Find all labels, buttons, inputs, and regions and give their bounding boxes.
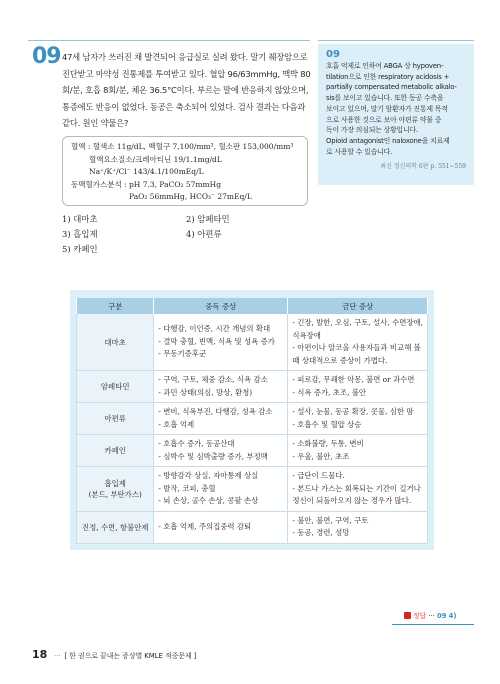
question-number: 09 (32, 44, 61, 69)
explanation-line: sis를 보이고 있습니다. 또한 동공 수축을 (326, 94, 444, 103)
table-row (77, 371, 428, 403)
lab-line: Na⁺/K⁺/Cl⁻ 143/4.1/100mEq/L (89, 167, 204, 177)
answer-value: 4) (448, 612, 457, 620)
lab-line: 동맥혈가스분석 : pH 7.3, PaCO₂ 57mmHg (71, 179, 221, 189)
header-withdrawal: 금단 증상 (288, 298, 428, 314)
table-header-row (77, 298, 428, 314)
explanation-line: 으로 사용한 것으로 보아 아편류 약물 중 (326, 115, 442, 124)
explanation-line: partially compensated metabolic alkalo- (326, 83, 457, 92)
answer-choices (62, 212, 312, 257)
row-withdrawal: - 급단이 드물다. - 본드나 가스는 회복되는 기간이 길거나 정신이 되돌아오지 않는 경우가 많다. (288, 467, 428, 512)
explanation-number: 09 (326, 49, 340, 60)
stem-line: 통증에도 반응이 없었다. 동공은 축소되어 있었다. 검사 결과는 다음과 (62, 101, 306, 112)
table-row (77, 467, 428, 512)
row-category: 대마초 (77, 314, 154, 371)
lab-line: PaO₂ 56mmHg, HCO₃⁻ 27mEq/L (129, 192, 252, 202)
stem-line: 진단받고 마약성 진통제를 투여받고 있다. 혈압 96/63mmHg, 맥박 80 (62, 68, 311, 79)
footer-title (54, 651, 196, 661)
header-category: 구분 (77, 298, 154, 314)
explanation-line: tilation으로 인한 respiratory acidosis + (326, 72, 450, 81)
explanation-line: 보이고 있으며, 말기 암환자가 진통제 목적 (326, 104, 448, 113)
row-withdrawal: - 피로감, 무쾌한 악몽, 불면 or 과수면 - 식욕 증가, 초조, 불안 (288, 371, 428, 403)
answer-label: 정답 (413, 612, 427, 620)
lab-results-box (62, 136, 308, 206)
row-withdrawal: - 설사, 눈물, 동공 확장, 콧물, 심한 땀 - 호흡수 및 혈압 상승 (288, 403, 428, 435)
top-divider-left (28, 40, 310, 41)
choice-item[interactable]: 1) 대마초 (62, 214, 98, 224)
table-row (77, 403, 428, 435)
choice-item[interactable]: 5) 카페인 (62, 244, 98, 254)
stem-line: 47세 남자가 쓰러진 채 발견되어 응급실로 실려 왔다. 말기 췌장암으로 (62, 52, 308, 62)
explanation-line: 독이 가장 의심되는 상황입니다. (326, 126, 418, 135)
row-intoxication: - 호흡 억제, 주의집중력 감퇴 (154, 511, 288, 543)
lab-line: 혈액 : 혈색소 11g/dL, 백혈구 7,100/mm³, 혈소판 153,000/mm³ (71, 142, 294, 151)
row-withdrawal: - 긴장, 발한, 오심, 구토, 설사, 수면장애, 식욕장애 - 아편이나 알코올 사용자들과 비교해 볼 때 상대적으로 증상이 가볍다. (288, 314, 428, 371)
stem-line: 회/분, 호흡 8회/분, 체온 36.5°C이다. 부르는 말에 반응하지 않았으며, (62, 85, 309, 96)
choice-item[interactable]: 4) 아편류 (186, 229, 222, 239)
answer-question-number: 09 (436, 612, 447, 620)
explanation-text (326, 61, 466, 157)
stem-line: 같다. 원인 약물은? (62, 118, 129, 129)
table-row (77, 314, 428, 371)
book-title: [ 한 권으로 끝내는 증상별 KMLE 적중문제 ] (64, 652, 197, 660)
row-category: 흡입제 (본드, 부탄가스) (77, 467, 154, 512)
answer-underline (392, 624, 474, 625)
answer-tag (404, 610, 456, 620)
row-intoxication: - 구역, 구토, 체중 감소, 식욕 감소 - 과민 상태(의심, 망상, 환청) (154, 371, 288, 403)
row-intoxication: - 변비, 식욕부진, 다행감, 성욕 감소 - 호흡 억제 (154, 403, 288, 435)
row-category: 진정, 수면, 항불안제 (77, 511, 154, 543)
row-withdrawal: - 소화불량, 두통, 변비 - 우울, 불안, 초조 (288, 435, 428, 467)
explanation-line: 로 사용할 수 있습니다. (326, 147, 393, 156)
row-withdrawal: - 불안, 불면, 구역, 구토 - 동공, 경련, 섬망 (288, 511, 428, 543)
page-number: 18 (32, 648, 48, 661)
table-row (77, 511, 428, 543)
drug-comparison-table (76, 298, 428, 544)
row-intoxication: - 다행감, 이인증, 시간 개념의 확대 - 결막 충혈, 빈맥, 식욕 및 성욕 증가 - 무동기증후군 (154, 314, 288, 371)
explanation-line: 호흡 억제로 인하여 ABGA 상 hypoven- (326, 62, 444, 70)
top-divider-right (318, 40, 474, 41)
answer-separator: ··· (428, 612, 435, 620)
header-intoxication: 중독 증상 (154, 298, 288, 314)
explanation-panel (318, 44, 474, 185)
row-category: 아편류 (77, 403, 154, 435)
row-intoxication: - 방향감각 상실, 자아통제 상실 - 발작, 코피, 충혈 - 뇌 손상, 골수 손상, 콩팥 손상 (154, 467, 288, 512)
lab-line: 혈액요소질소/크레아티닌 19/1.1mg/dL (89, 154, 222, 164)
footer-dots: ··· (54, 652, 61, 660)
explanation-line: Opioid antagonist인 naloxone을 치료제 (326, 136, 450, 145)
question-stem (62, 49, 311, 132)
choice-item[interactable]: 3) 흡입제 (62, 229, 98, 239)
explanation-reference: 최신 정신의학 6판 p. 551~559 (380, 163, 466, 171)
row-intoxication: - 호흡수 증가, 동공산대 - 심박수 및 심박출량 증가, 부정맥 (154, 435, 288, 467)
row-category: 암페타민 (77, 371, 154, 403)
row-category: 카페인 (77, 435, 154, 467)
answer-icon (404, 612, 411, 619)
drug-comparison-table-panel (70, 290, 434, 550)
choice-item[interactable]: 2) 암페타민 (186, 214, 230, 224)
table-row (77, 435, 428, 467)
